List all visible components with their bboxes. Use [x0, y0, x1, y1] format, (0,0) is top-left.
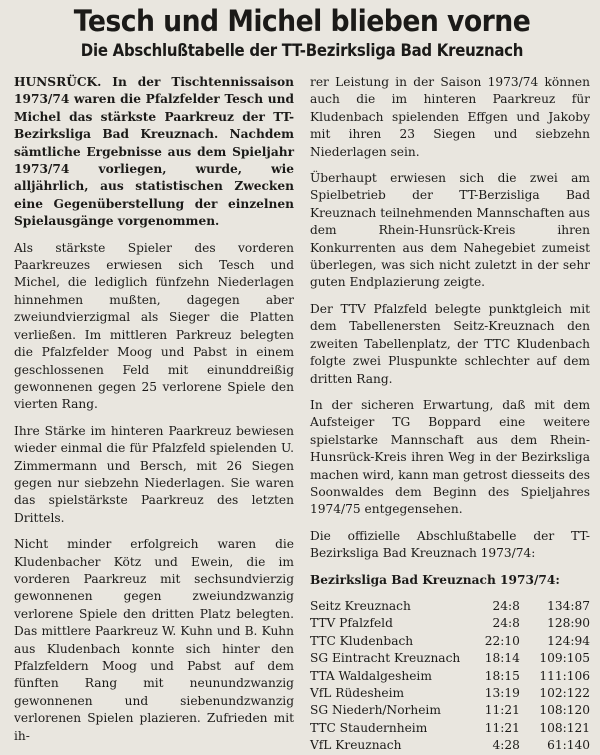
article-paragraph: Als stärkste Spieler des vorderen Paarkreuzes erwiesen sich Tesch und Michel, die lediglich fünfzehn Niederlagen hinnehmen mußten, dagegen aber zweiundvierzigmal als Sieger die Platten verließen. Im mittleren Parkreuz belegten die Pfalzfelder Moog und Pabst in einem geschlossenen Feld mit einunddreißig gewonnenen gegen 25 verlorene Spiele den vierten Rang.: [14, 240, 294, 412]
table-row: [310, 650, 590, 667]
standings-table: [310, 598, 590, 755]
team-name: VfL Kreuznach: [310, 738, 402, 753]
left-column: [14, 74, 294, 755]
table-row: [310, 737, 590, 754]
table-row: [310, 702, 590, 719]
team-games: 61:140: [547, 738, 590, 753]
article-columns: [14, 74, 590, 755]
team-name: TTC Kludenbach: [310, 633, 414, 648]
team-points: 24:8: [492, 616, 520, 631]
team-name: TTA Waldalgesheim: [310, 668, 432, 683]
team-games: 134:87: [547, 598, 590, 613]
headline: Tesch und Michel blieben vorne: [73, 4, 531, 38]
subheadline: Die Abschlußtabelle der TT-Bezirksliga Bad Kreuznach: [80, 41, 524, 61]
article-paragraph: Der TTV Pfalzfeld belegte punktgleich mit dem Tabellenersten Seitz-Kreuznach den zweiten Tabellenplatz, der TTC Kludenbach folgte zwei Pluspunkte schlechter auf dem dritten Rang.: [310, 301, 590, 386]
team-games: 108:120: [539, 703, 590, 718]
article-paragraph: Nicht minder erfolgreich waren die Kludenbacher Kötz und Ewein, die im vorderen Paarkreuz mit sechsundvierzig gewonnenen gegen zweiundzwanzig verlorene Spiele den dritten Platz belegten. Das mittlere Paarkreuz W. Kuhn und B. Kuhn aus Kludenbach konnte sich hinter den Pfalzfeldern Moog und Pabst auf dem fünften Rang mit neunundzwanzig gewonnenen und siebenundzwanzig verlorenen Spielen plazieren. Zufrieden mit ih-: [14, 537, 294, 743]
team-games: 111:106: [539, 668, 590, 683]
article-paragraph: HUNSRÜCK. In der Tischtennissaison 1973/74 waren die Pfalzfelder Tesch und Michel das stärkste Paarkreuz der TT-Bezirksliga Bad Kreuznach. Nachdem sämtliche Ergebnisse aus dem Spieljahr 1973/74 vorliegen, wurde, wie alljährlich, aus statistischen Zwecken eine Gegenüberstellung der einzelnen Spielausgänge vorgenommen.: [14, 75, 294, 229]
table-row: [310, 615, 590, 632]
team-points: 4:28: [492, 738, 520, 753]
team-games: 109:105: [539, 651, 590, 666]
team-points: 13:19: [484, 686, 520, 700]
team-name: TTV Pfalzfeld: [310, 616, 393, 631]
article-paragraph: In der sicheren Erwartung, daß mit dem Aufsteiger TG Boppard eine weitere spielstarke Mannschaft aus dem Rhein-Hunsrück-Kreis ihren Weg in der Bezirksliga machen wird, kann man getrost diesseits des Soonwaldes dem Beginn des Spieljahres 1974/75 entgegensehen.: [310, 397, 590, 517]
team-games: 108:121: [539, 720, 590, 735]
team-games: 102:122: [539, 686, 590, 700]
team-points: 24:8: [492, 598, 520, 613]
team-games: 128:90: [547, 616, 590, 631]
team-points: 22:10: [484, 633, 520, 648]
article-paragraph: rer Leistung in der Saison 1973/74 können auch die im hinteren Paarkreuz für Kludenbach spielenden Effgen und Jakoby mit ihren 23 Siegen und siebzehn Niederlagen sein.: [310, 75, 590, 159]
team-name: TTC Staudernheim: [310, 720, 428, 735]
right-column: [310, 74, 590, 755]
article-paragraph: Ihre Stärke im hinteren Paarkreuz bewiesen wieder einmal die für Pfalzfeld spielenden U. Zimmermann und Bersch, mit 26 Siegen gegen nur siebzehn Niederlagen. Sie waren das spielstärkste Paarkreuz des letzten Drittels.: [14, 423, 294, 525]
team-points: 18:14: [484, 651, 520, 666]
team-games: 124:94: [547, 633, 590, 648]
team-name: VfL Rüdesheim: [310, 686, 405, 700]
article-paragraph: Überhaupt erwiesen sich die zwei am Spielbetrieb der TT-Berzisliga Bad Kreuznach teilnehmenden Mannschaften aus dem Rhein-Hunsrück-Kreis ihren Konkurrenten aus dem Nahegebiet zumeist überlegen, was sich nicht zuletzt in der sehr guten Endplazierung zeigte.: [310, 171, 590, 290]
table-row: [310, 598, 590, 615]
team-name: SG Eintracht Kreuznach: [310, 651, 461, 666]
team-name: SG Niederh/Norheim: [310, 703, 441, 718]
team-name: Seitz Kreuznach: [310, 598, 411, 613]
table-intro: Die offizielle Abschlußtabelle der TT-Bezirksliga Bad Kreuznach 1973/74:: [310, 528, 590, 561]
table-title: Bezirksliga Bad Kreuznach 1973/74:: [310, 572, 560, 587]
team-points: 11:21: [484, 720, 520, 735]
table-row: [310, 668, 590, 685]
team-points: 18:15: [484, 668, 520, 683]
team-points: 11:21: [484, 703, 520, 718]
table-row: [310, 720, 590, 737]
table-row: [310, 633, 590, 650]
